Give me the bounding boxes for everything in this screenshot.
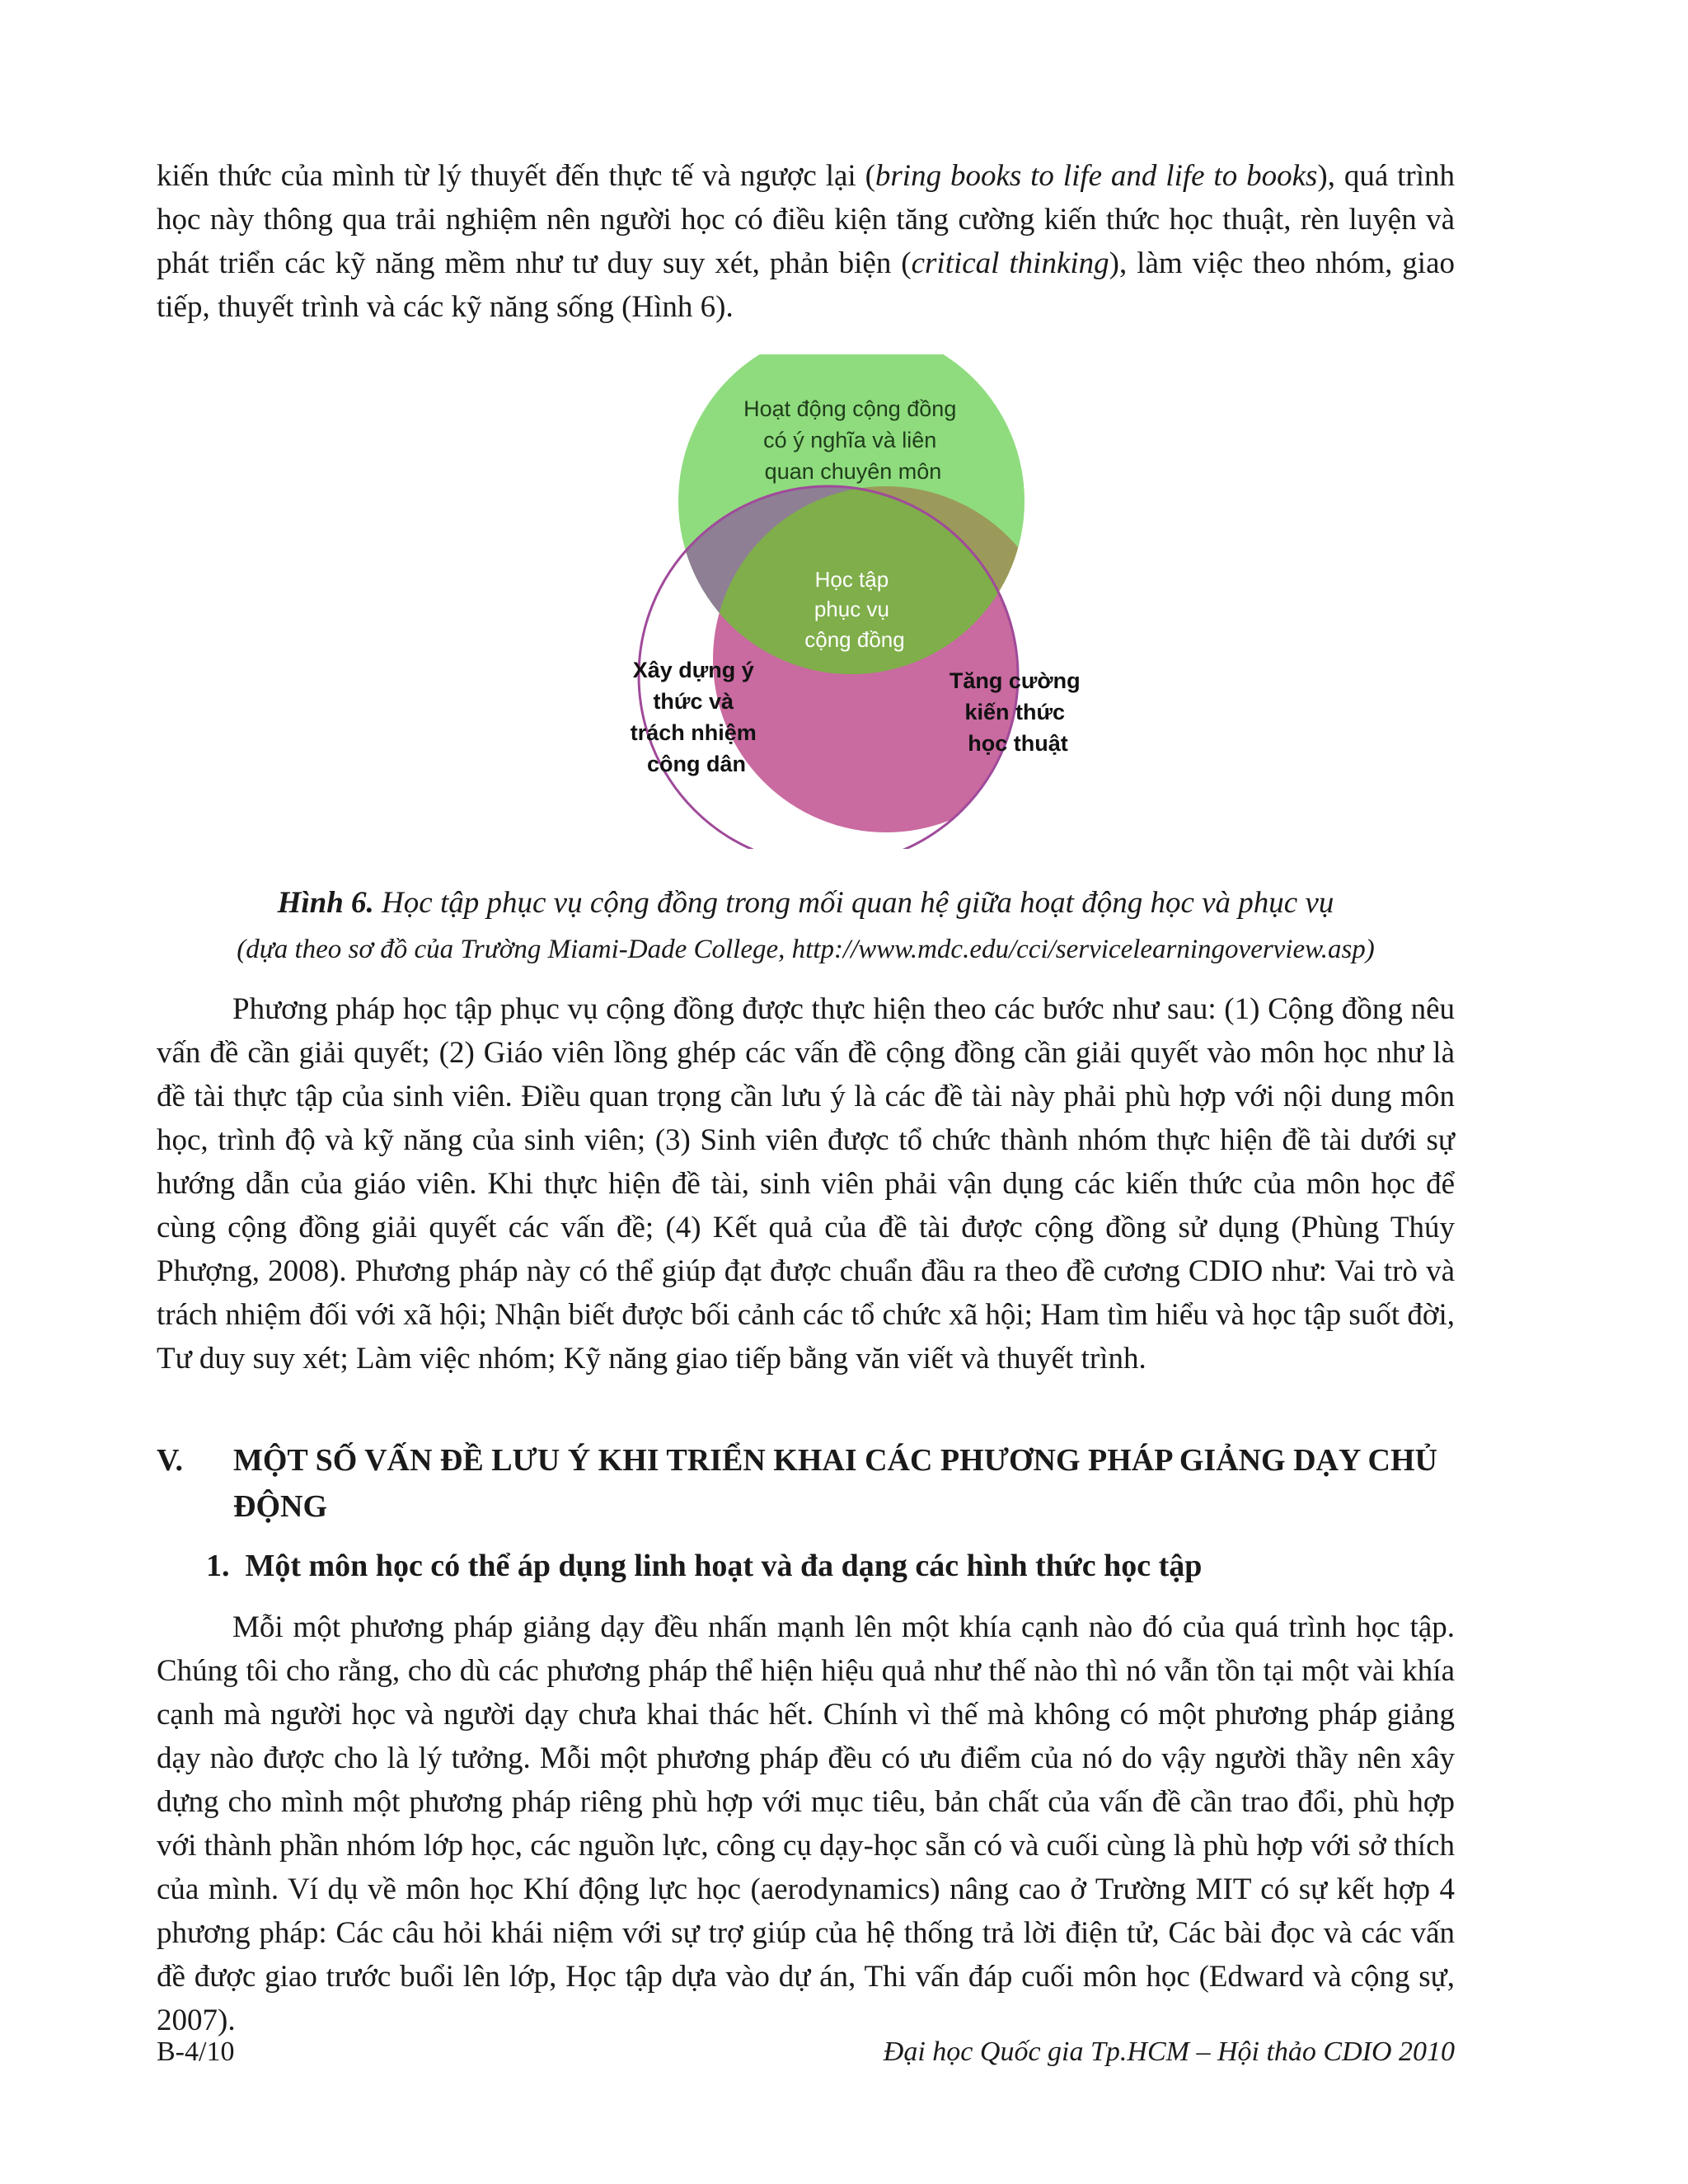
subsection-heading <box>206 1543 1202 1589</box>
subsection-number: 1. <box>206 1549 230 1583</box>
text-run: kiến thức của mình từ lý thuyết đến thực tế và ngược lại ( <box>157 159 875 193</box>
right-circle-label: Tăng cường kiến thức học thuật <box>949 668 1081 756</box>
section-title: MỘT SỐ VẤN ĐỀ LƯU Ý KHI TRIỂN KHAI CÁC PHƯƠNG PHÁP GIẢNG DẠY CHỦ ĐỘNG <box>233 1443 1437 1524</box>
steps-paragraph: Phương pháp học tập phục vụ cộng đồng được thực hiện theo các bước như sau: (1) Cộng đồng nêu vấn đề cần giải quyết; (2) Giáo viên lồng ghép các vấn đề cộng đồng cần giải quyết vào môn học như là đề tài thực tập của sinh viên. Điều quan trọng cần lưu ý là các đề tài này phải phù hợp với nội dung môn học, trình độ và kỹ năng của sinh viên; (3) Sinh viên được tổ chức thành nhóm thực hiện đề tài dưới sự hướng dẫn của giáo viên. Khi thực hiện đề tài, sinh viên phải vận dụng các kiến thức của môn học để cùng cộng đồng giải quyết các vấn đề; (4) Kết quả của đề tài được cộng đồng sử dụng (Phùng Thúy Phượng, 2008). Phương pháp này có thể giúp đạt được chuẩn đầu ra theo đề cương CDIO như: Vai trò và trách nhiệm đối với xã hội; Nhận biết được bối cảnh các tổ chức xã hội; Ham tìm hiểu và học tập suốt đời, Tư duy suy xét; Làm việc nhóm; Kỹ năng giao tiếp bằng văn viết và thuyết trình. <box>157 992 1455 1376</box>
intro-paragraph <box>157 154 1455 329</box>
venn-diagram <box>581 354 1109 849</box>
center-label: Học tập phục vụ cộng đồng <box>804 567 905 652</box>
page-number: B-4/10 <box>157 2036 235 2067</box>
methods-paragraph: Mỗi một phương pháp giảng dạy đều nhấn mạnh lên một khía cạnh nào đó của quá trình học tập. Chúng tôi cho rằng, cho dù các phương pháp thể hiện hiệu quả như thế nào thì nó vẫn tồn tại một vài khía cạnh mà người học và người dạy chưa khai thác hết. Chính vì thế mà không có một phương pháp giảng dạy nào được cho là lý tưởng. Mỗi một phương pháp đều có ưu điểm của nó do vậy người thầy nên xây dựng cho mình một phương pháp riêng phù hợp với mục tiêu, bản chất của vấn đề cần trao đổi, phù hợp với thành phần nhóm lớp học, các nguồn lực, công cụ dạy-học sẵn có và cuối cùng là phù hợp với sở thích của mình. Ví dụ về môn học Khí động lực học (aerodynamics) nâng cao ở Trường MIT có sự kết hợp 4 phương pháp: Các câu hỏi khái niệm với sự trợ giúp của hệ thống trả lời điện tử, Các bài đọc và các vấn đề được giao trước buổi lên lớp, Học tập dựa vào dự án, Thi vấn đáp cuối môn học (Edward và cộng sự, 2007). <box>157 1610 1455 2037</box>
footer-conference: Đại học Quốc gia Tp.HCM – Hội thảo CDIO 2010 <box>883 2036 1455 2067</box>
figure-caption <box>157 883 1455 923</box>
italic-phrase: critical thinking <box>911 246 1109 280</box>
subsection-title: Một môn học có thể áp dụng linh hoạt và đa dạng các hình thức học tập <box>245 1549 1203 1583</box>
figure-caption-text: Học tập phục vụ cộng đồng trong mối quan hệ giữa hoạt động học và phục vụ <box>373 886 1334 920</box>
text-run: ), làm việc theo nhóm, giao tiếp, thuyết trình và các kỹ năng sống (Hình 6). <box>157 246 1455 324</box>
left-circle-label: Xây dựng ý thức và trách nhiệm công dân <box>630 658 757 776</box>
section-heading <box>157 1437 1475 1530</box>
italic-phrase: bring books to life and life to books <box>874 159 1318 193</box>
figure-source: (dựa theo sơ đồ của Trường Miami-Dade College, http://www.mdc.edu/cci/servicelearningoverview.asp) <box>237 935 1375 964</box>
top-circle-label: Hoạt động cộng đồng có ý nghĩa và liên quan chuyên môn <box>743 396 957 484</box>
figure-label: Hình 6. <box>277 886 374 920</box>
venn-diagram-figure <box>581 354 1109 849</box>
text-run: ), quá trình học này thông qua trải nghiệm nên người học có điều kiện tăng cường kiến thức học thuật, rèn luyện và phát triển các kỹ năng mềm như tư duy suy xét, phản biện ( <box>157 159 1456 280</box>
section-number: V. <box>157 1443 184 1478</box>
